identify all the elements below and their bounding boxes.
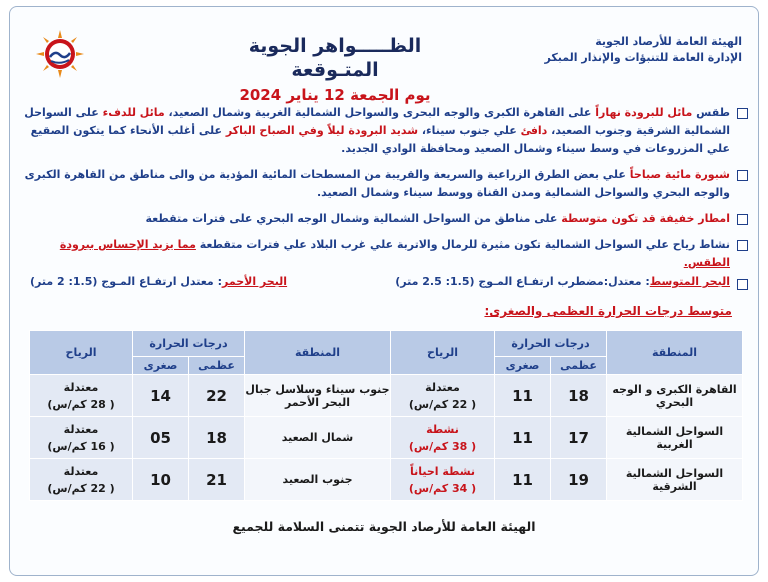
min-temp-cell: 11 xyxy=(495,459,551,501)
sea-state xyxy=(24,275,748,295)
checkbox-bullet-icon xyxy=(737,240,748,251)
header-wind: الرياح xyxy=(391,331,495,375)
bullet-text: نشاط رياح علي السواحل الشمالية تكون مثيرة للرمال والاتربة علي غرب البلاد علي فترات متقطعة مما يزيد الإحساس ببرودة الطقس. xyxy=(59,238,730,269)
header-temps: درجات الحرارة xyxy=(133,331,245,357)
wind-cell: معتدلة ( 16 كم/س) xyxy=(30,417,133,459)
header-region: المنطقة xyxy=(607,331,743,375)
region-cell: السواحل الشمالية الشرقية xyxy=(607,459,743,501)
bullet-text: شبورة مائية صباحاً علي بعض الطرق الزراعية والسريعة والقريبة من المسطحات المائية المؤدية من والى مناطق من القاهرة الكبرى والوجه البحري والسواحل الشمالية ومدن القناة ووسط سيناء وشمال الصعيد. xyxy=(24,168,730,199)
title-block xyxy=(210,34,460,106)
min-temp-cell: 11 xyxy=(495,417,551,459)
forecast-bullets xyxy=(24,104,748,280)
temperatures-title: متوسط درجات الحرارة العظمى والصغرى: xyxy=(484,304,732,318)
header-max: عظمى xyxy=(189,357,245,375)
max-temp-cell: 21 xyxy=(189,459,245,501)
region-cell: جنوب سيناء وسلاسل جبال البحر الأحمر xyxy=(245,375,391,417)
bullet-weather xyxy=(24,104,748,158)
bullet-text: امطار خفيفة قد تكون متوسطة على مناطق من السواحل الشمالية وشمال الوجه البحري على فترات متقطعة xyxy=(145,212,730,225)
temperature-table xyxy=(29,330,743,501)
wind-cell: معتدلة ( 28 كم/س) xyxy=(30,375,133,417)
header-temps: درجات الحرارة xyxy=(495,331,607,357)
max-temp-cell: 17 xyxy=(551,417,607,459)
region-cell: السواحل الشمالية الغربية xyxy=(607,417,743,459)
table-row xyxy=(30,417,743,459)
checkbox-bullet-icon xyxy=(737,170,748,181)
min-temp-cell: 05 xyxy=(133,417,189,459)
forecast-date: يوم الجمعة 12 يناير 2024 xyxy=(239,86,431,104)
header-min: صغرى xyxy=(133,357,189,375)
wind-cell: معتدلة ( 22 كم/س) xyxy=(391,375,495,417)
checkbox-bullet-icon xyxy=(737,108,748,119)
header-min: صغرى xyxy=(495,357,551,375)
header-wind: الرياح xyxy=(30,331,133,375)
region-cell: جنوب الصعيد xyxy=(245,459,391,501)
checkbox-bullet-icon xyxy=(737,214,748,225)
max-temp-cell: 22 xyxy=(189,375,245,417)
max-temp-cell: 18 xyxy=(189,417,245,459)
min-temp-cell: 11 xyxy=(495,375,551,417)
min-temp-cell: 10 xyxy=(133,459,189,501)
mediterranean-sea: البحر المتوسط: معتدل:مضطرب ارتفـاع المـوج (1.5: 2.5 متر) xyxy=(395,275,730,288)
region-cell: شمال الصعيد xyxy=(245,417,391,459)
org-name: الهيئة العامة للأرصاد الجوية xyxy=(595,35,742,48)
max-temp-cell: 19 xyxy=(551,459,607,501)
bullet-fog xyxy=(24,166,748,202)
organization-header xyxy=(512,34,742,66)
bullet-rain xyxy=(24,210,748,228)
ema-logo-icon xyxy=(34,28,86,80)
bullet-text: طقس مائل للبرودة نهاراً على القاهرة الكبرى والوجه البحرى والسواحل الشمالية الغربية وشمال الصعيد، مائل للدفء على السواحل الشمالية الشرقية وجنوب الصعيد، دافئ علي جنوب سيناء، شديد البرودة ليلاً وفي الصباح الباكر على أغلب الأنحاء كما يتكون الصقيع علي المزروعات في وسط سيناء وشمال الصعيد ومحافظة الوادي الجديد. xyxy=(24,106,730,155)
header-max: عظمى xyxy=(551,357,607,375)
red-sea: البحر الأحمر: معتدل ارتفـاع المـوج (1.5: 2 متر) xyxy=(30,275,288,288)
wind-cell: نشطة ( 38 كم/س) xyxy=(391,417,495,459)
org-department: الإدارة العامة للتنبؤات والإنذار المبكر xyxy=(544,51,742,64)
bullet-wind xyxy=(24,236,748,272)
max-temp-cell: 18 xyxy=(551,375,607,417)
region-cell: القاهرة الكبرى و الوجه البحري xyxy=(607,375,743,417)
wind-cell: معتدلة ( 22 كم/س) xyxy=(30,459,133,501)
footer-message: الهيئة العامة للأرصاد الجوية تتمنى السلامة للجميع xyxy=(232,519,536,534)
table-header-row xyxy=(30,331,743,357)
table-row xyxy=(30,375,743,417)
page-title: الظـــــواهر الجوية المتـوقعة xyxy=(248,35,422,81)
table-row xyxy=(30,459,743,501)
wind-cell: نشطة احياناً ( 34 كم/س) xyxy=(391,459,495,501)
header-region: المنطقة xyxy=(245,331,391,375)
min-temp-cell: 14 xyxy=(133,375,189,417)
checkbox-bullet-icon xyxy=(737,279,748,290)
